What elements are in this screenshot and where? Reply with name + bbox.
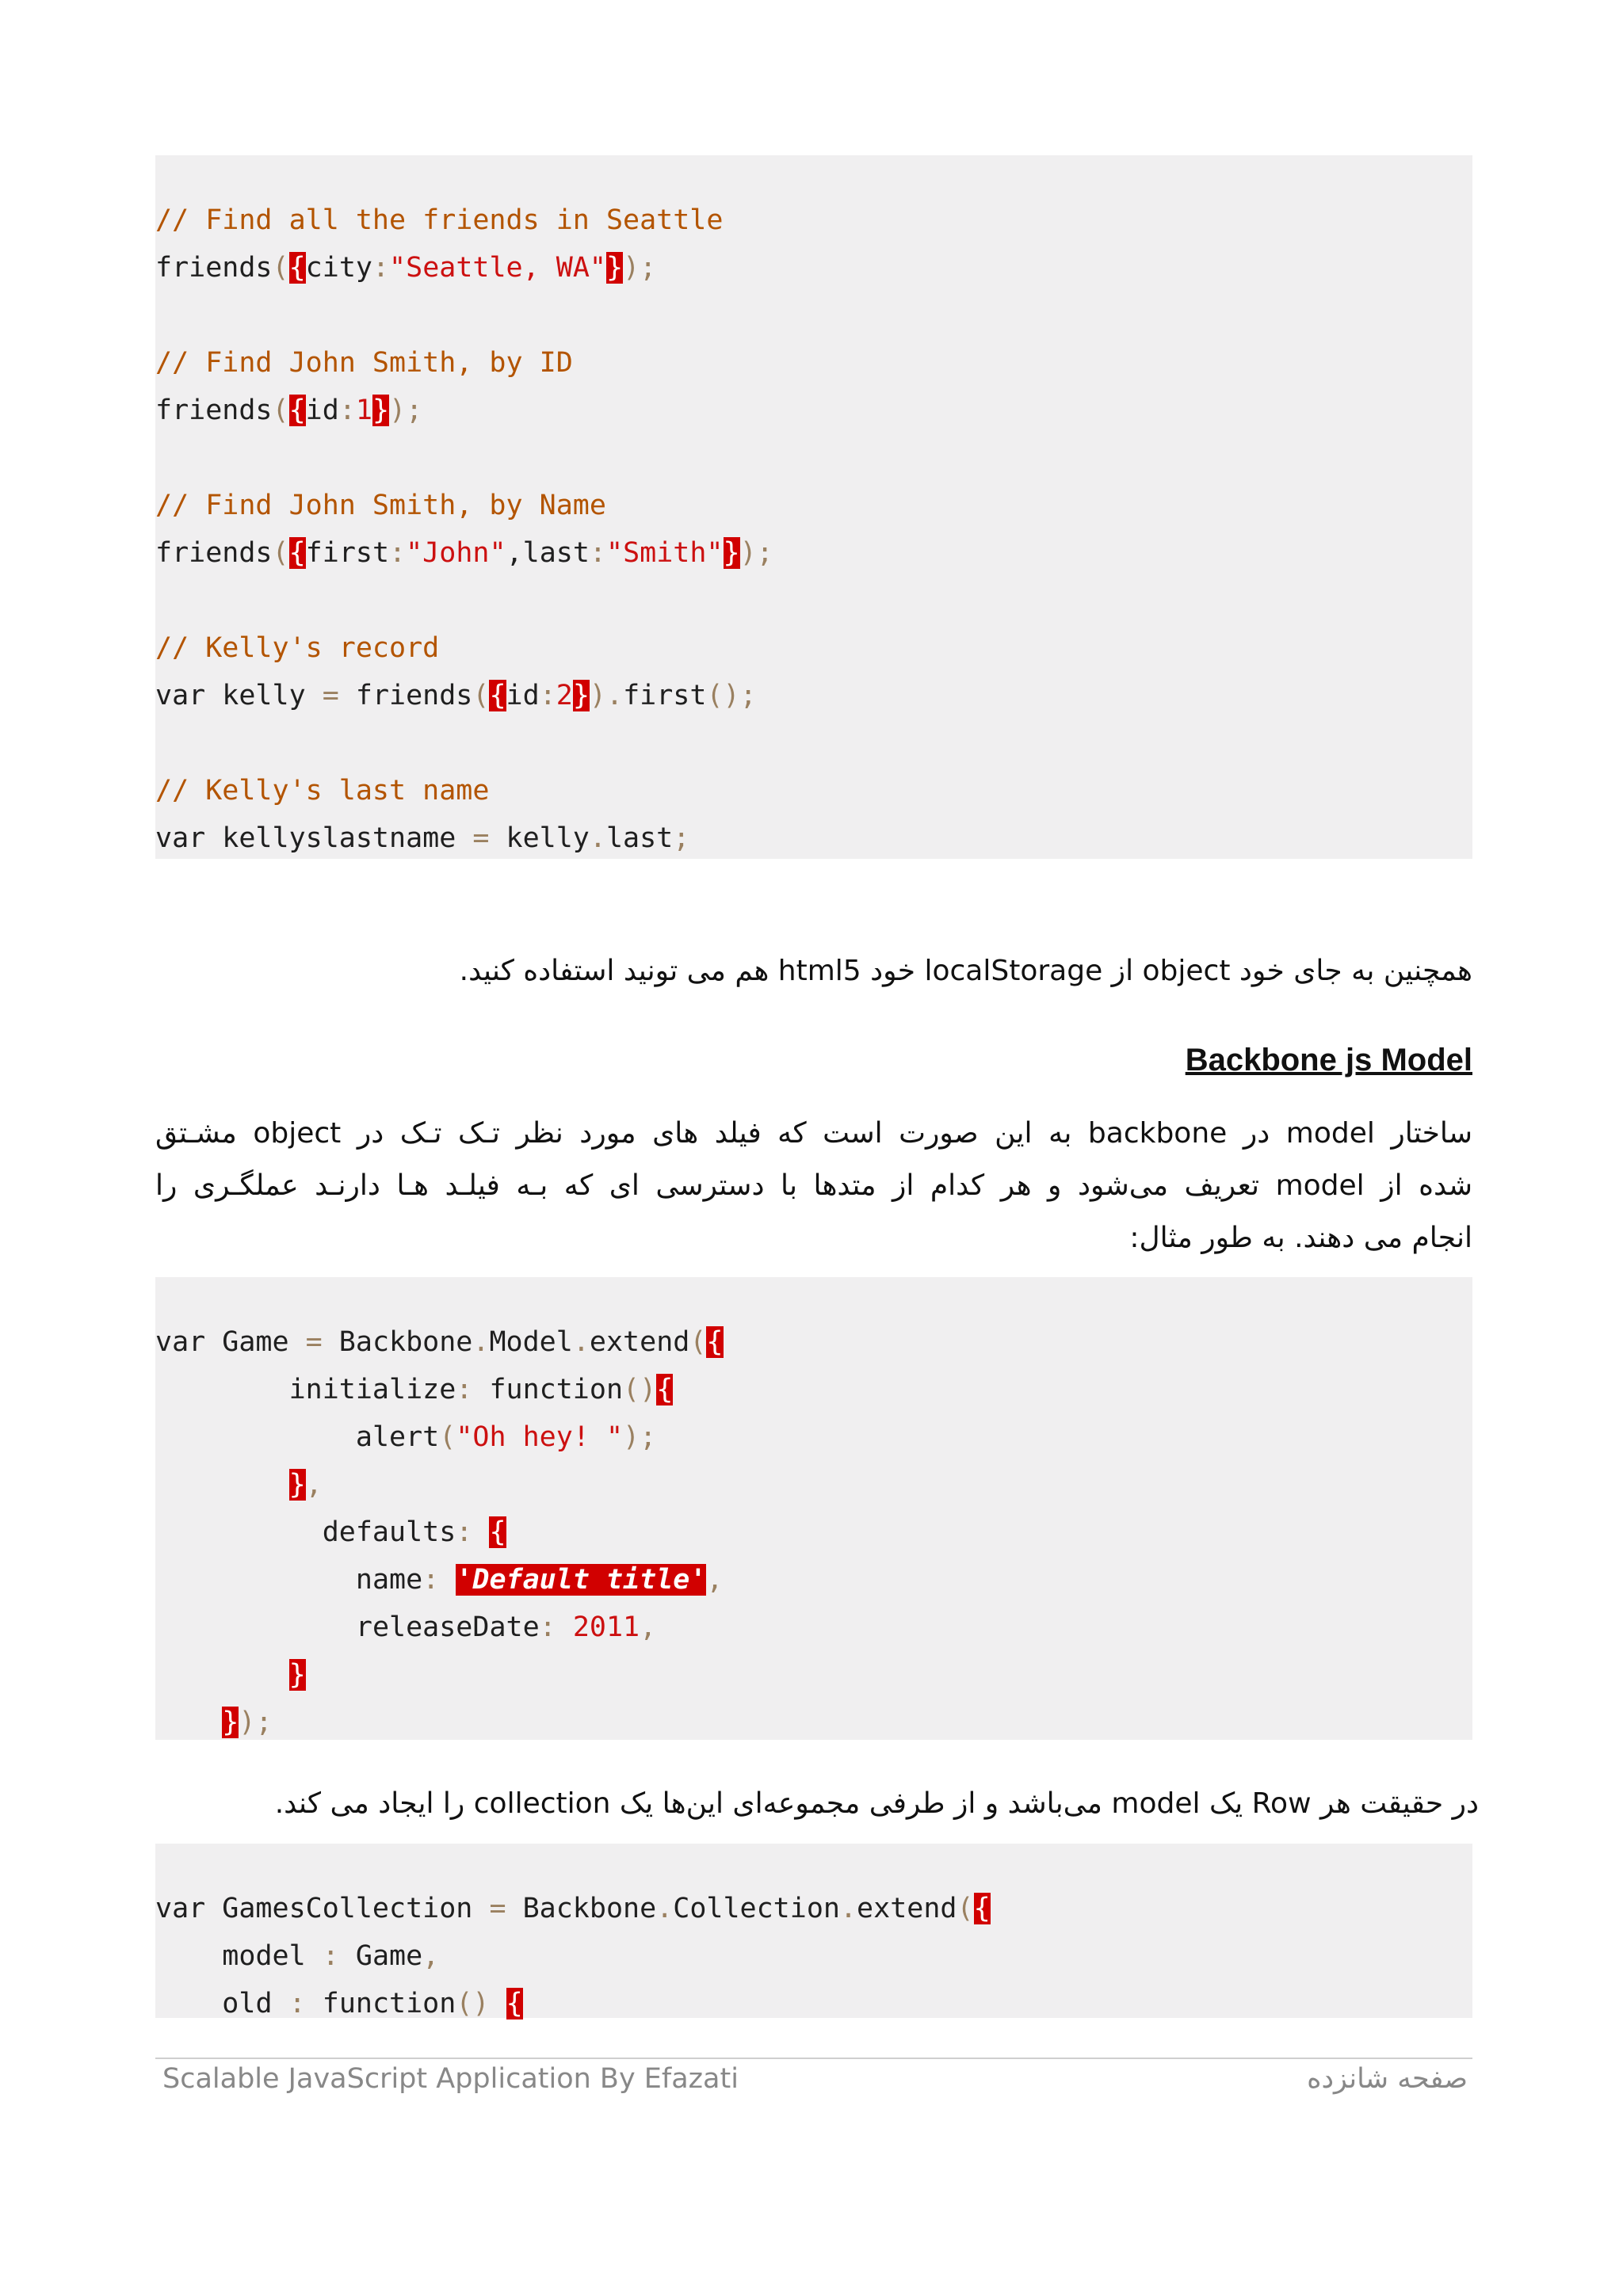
code-line (155, 482, 1472, 529)
code-block-game-model (155, 1277, 1472, 1740)
code-comment: // Kelly's record (155, 632, 440, 664)
highlighted-string: 'Default title' (456, 1564, 707, 1596)
code-line: var GamesCollection = Backbone.Collection.extend({ (155, 1893, 991, 1924)
code-line: friends({id:1}); (155, 395, 423, 426)
code-line (155, 624, 1472, 672)
section-heading: Backbone js Model (1185, 1043, 1472, 1077)
code-line (155, 339, 1472, 387)
paragraph-collection: در حقیقت هر Row یک model می‌باشد و از طرفی مجموعه‌ای این‌ها یک collection را ایجاد می کند. (274, 1787, 1479, 1820)
code-line: var Game = Backbone.Model.extend({ (155, 1326, 724, 1358)
footer-divider (155, 2058, 1472, 2059)
code-line: model : Game, (222, 1940, 440, 1972)
code-comment: // Find John Smith, by ID (155, 347, 573, 379)
code-token: friends (155, 252, 273, 284)
code-block-friends-queries (155, 155, 1472, 859)
code-line: }); (222, 1707, 273, 1738)
code-line: name: 'Default title', (355, 1564, 724, 1596)
code-line (155, 767, 1472, 814)
code-block-games-collection (155, 1844, 1472, 2018)
code-line: old : function() { (222, 1988, 523, 2019)
code-line: } (288, 1659, 306, 1691)
paragraph-model-line-1: ساختار model در backbone به این صورت است که فیلد های مورد نظر تـک تـک در object مشـتق (155, 1117, 1473, 1150)
code-line: releaseDate: 2011, (355, 1611, 657, 1643)
paragraph-model-line-3: انجام می دهند. به طور مثال: (1129, 1222, 1472, 1254)
code-line: defaults: { (322, 1516, 506, 1548)
code-comment: // Kelly's last name (155, 775, 490, 807)
code-line: initialize: function(){ (288, 1374, 674, 1405)
code-comment: // Find all the friends in Seattle (155, 204, 724, 236)
paragraph-localstorage: همچنین به جای خود object از localStorage خود html5 هم می تونید استفاده کنید. (459, 955, 1472, 987)
code-number: 1 (355, 395, 372, 426)
code-token: city (305, 252, 372, 284)
code-line: friends({city:"Seattle, WA"}); (155, 252, 657, 284)
code-line: var kellyslastname = kelly.last; (155, 822, 690, 854)
footer-page-number: صفحه شانزده (1307, 2063, 1468, 2095)
code-line (155, 196, 1472, 244)
code-string: "Seattle, WA" (389, 252, 606, 284)
code-line: }, (288, 1469, 323, 1501)
code-line: var kelly = friends({id:2}).first(); (155, 680, 757, 711)
code-comment: // Find John Smith, by Name (155, 490, 606, 521)
paragraph-model-line-2: شده از model تعریف می‌شود و هر کدام از متدها با دسترسی ای که بـه فیلـد هـا دارنـد عملگـری را (155, 1169, 1473, 1202)
footer-title: Scalable JavaScript Application By Efazati (162, 2063, 739, 2095)
code-line: alert("Oh hey! "); (355, 1421, 657, 1453)
code-line: friends({first:"John",last:"Smith"}); (155, 537, 773, 569)
